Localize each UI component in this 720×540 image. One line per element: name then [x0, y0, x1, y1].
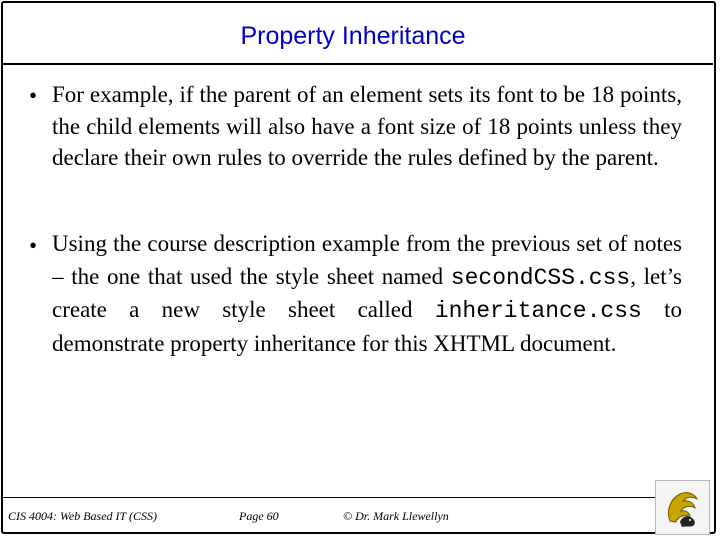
title-divider — [3, 63, 713, 65]
logo-eye — [689, 519, 691, 521]
bullet-marker: • — [29, 83, 38, 108]
bullet-text-1: For example, if the parent of an element sets its font to be 18 points, the child elements will also have a font size of 18 points unless they declare their own rules to override the rules defined by the parent. — [52, 82, 682, 170]
bullet-text-2 — [52, 228, 682, 360]
bullet-text-2-part2: , let’s create a new style sheet called — [52, 263, 682, 322]
logo-horse-head — [680, 516, 695, 527]
logo-wing-shape — [668, 493, 697, 522]
footer-divider — [3, 497, 655, 498]
bullet-text-2-part1: Using the course description example from the previous set of notes – the one that used the style sheet named — [52, 231, 682, 289]
slide-title: Property Inheritance — [240, 22, 466, 50]
bullet-marker: • — [29, 233, 38, 258]
footer-page-number: Page 60 — [239, 509, 279, 523]
footer-author: © Dr. Mark Llewellyn — [343, 509, 449, 523]
footer-course: CIS 4004: Web Based IT (CSS) — [8, 509, 157, 523]
pegasus-logo-icon — [656, 481, 709, 534]
code-filename-secondcss: secondCSS.css — [450, 264, 631, 291]
code-filename-inheritance: inheritance.css — [434, 298, 642, 324]
ucf-pegasus-logo — [655, 480, 710, 535]
bullet-text-2-part3: to demonstrate property inheritance for this XHTML document. — [52, 297, 683, 356]
